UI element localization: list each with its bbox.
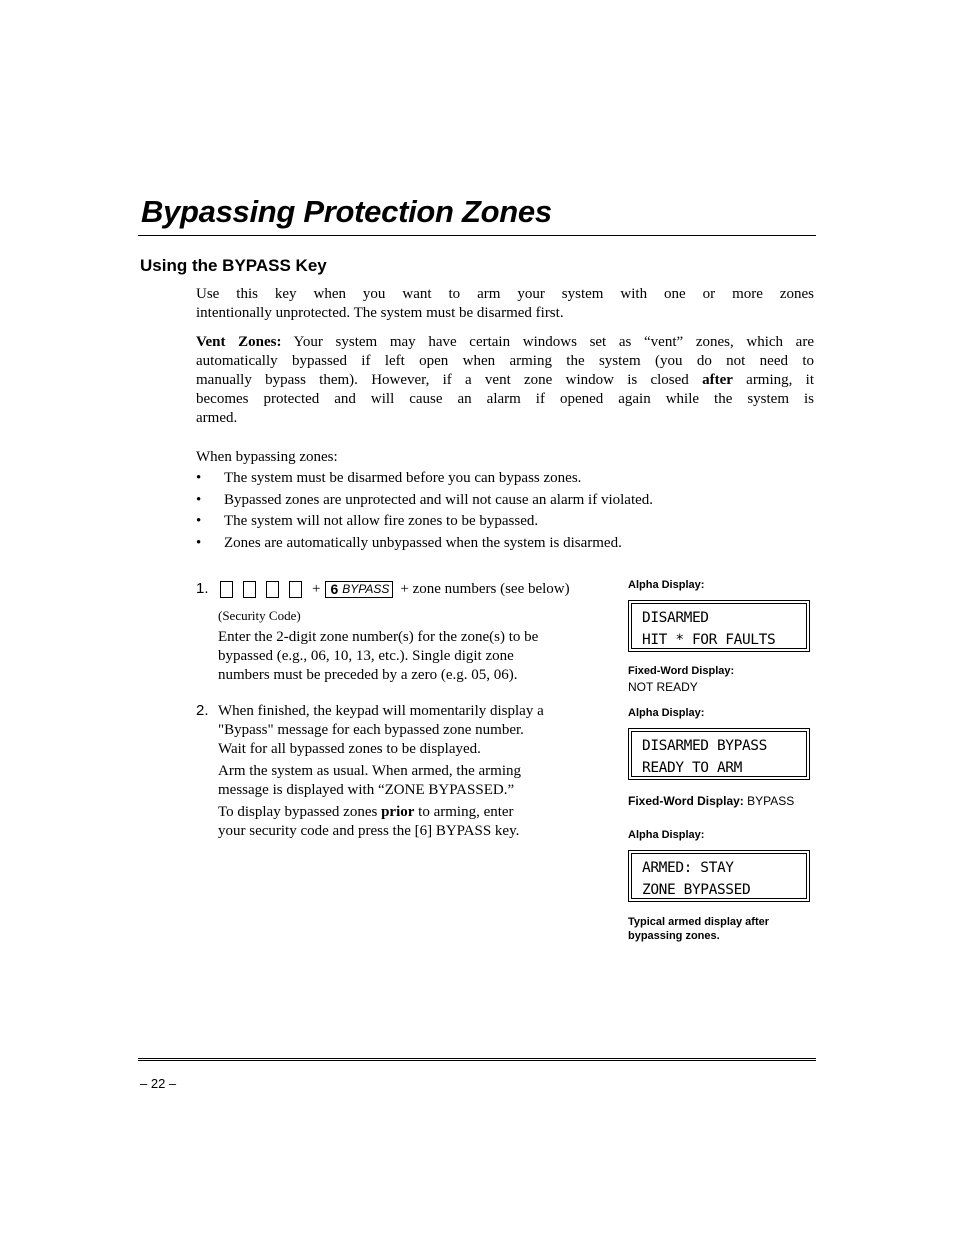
step-2-paragraph xyxy=(218,702,618,759)
page-title: Bypassing Protection Zones xyxy=(141,194,552,229)
instruction-line: When finished, the keypad will momentarily display a xyxy=(218,703,544,719)
step-2-paragraph xyxy=(218,762,618,800)
instruction-line: Wait for all bypassed zones to be displayed. xyxy=(218,741,481,757)
vent-line: Vent Zones: Your system may have certain windows set as “vent” zones, which are xyxy=(196,334,814,350)
bullet-icon: • xyxy=(196,513,202,529)
bypass-rules-list xyxy=(196,468,814,554)
bullet-icon: • xyxy=(196,534,202,551)
display-line-1: ARMED: STAY xyxy=(642,860,734,876)
instruction-line: Arm the system as usual. When armed, the arming xyxy=(218,763,521,779)
security-code-digit-box xyxy=(243,581,256,598)
security-code-digit-box xyxy=(220,581,233,598)
instruction-line: To display bypassed zones prior to arming, enter xyxy=(218,804,514,820)
footer-divider xyxy=(138,1058,816,1061)
list-item: • The system must be disarmed before you can bypass zones. xyxy=(196,468,814,490)
security-code-label: (Security Code) xyxy=(218,608,301,623)
step-1-number: 1. xyxy=(196,580,209,597)
alpha-display-label: Alpha Display: xyxy=(628,829,705,841)
bypass-key-icon xyxy=(325,581,393,598)
fixed-word-display-line xyxy=(628,794,794,808)
list-item: • Zones are automatically unbypassed when the system is disarmed. xyxy=(196,533,814,555)
instruction-line: Enter the 2-digit zone number(s) for the zone(s) to be xyxy=(218,629,539,645)
intro-line: intentionally unprotected. The system must be disarmed first. xyxy=(196,305,564,321)
display-caption: Typical armed display after bypassing zones. xyxy=(628,916,770,942)
vent-line: becomes protected and will cause an alarm if opened again while the system is xyxy=(196,391,814,407)
step-1-instructions xyxy=(218,628,613,685)
instruction-line: message is displayed with “ZONE BYPASSED.” xyxy=(218,782,515,798)
vent-line: manually bypass them). However, if a vent zone window is closed after arming, it xyxy=(196,372,814,388)
instruction-line: numbers must be preceded by a zero (e.g. 05, 06). xyxy=(218,667,518,683)
vent-line: armed. xyxy=(196,410,238,426)
plus-sign: + xyxy=(312,580,321,597)
display-line-2: HIT * FOR FAULTS xyxy=(642,632,776,648)
vent-line: automatically bypassed if left open when arming the system (you do not need to xyxy=(196,353,814,369)
security-code-digit-box xyxy=(266,581,279,598)
display-line-2: ZONE BYPASSED xyxy=(642,882,751,898)
bullet-icon: • xyxy=(196,470,202,486)
step-2-number: 2. xyxy=(196,702,209,719)
fixed-word-display-label: Fixed-Word Display: xyxy=(628,665,735,677)
step-2-instructions xyxy=(218,702,618,844)
fixed-word-display-label: Fixed-Word Display: xyxy=(628,794,744,808)
bypass-key-number: 6 xyxy=(330,581,339,597)
instruction-line: your security code and press the [6] BYPASS key. xyxy=(218,823,520,839)
alpha-display-label: Alpha Display: xyxy=(628,707,705,719)
intro-paragraph xyxy=(196,285,814,323)
vent-zones-paragraph xyxy=(196,333,814,428)
intro-line: Use this key when you want to arm your system with one or more zones xyxy=(196,286,814,302)
fixed-word-display-value: BYPASS xyxy=(743,794,795,808)
bypass-key-label: BYPASS xyxy=(342,582,390,596)
alpha-display-disarmed-bypass xyxy=(628,728,810,780)
alpha-display-disarmed xyxy=(628,600,810,652)
alpha-display-label: Alpha Display: xyxy=(628,579,705,591)
key-sequence xyxy=(220,580,570,598)
zone-numbers-text: + zone numbers (see below) xyxy=(400,580,570,597)
display-line-1: DISARMED xyxy=(642,610,709,626)
instruction-line: "Bypass" message for each bypassed zone number. xyxy=(218,722,524,738)
title-divider xyxy=(138,235,816,236)
bullet-icon: • xyxy=(196,491,202,508)
security-code-digit-box xyxy=(289,581,302,598)
page-number: – 22 – xyxy=(140,1076,177,1091)
step-2-paragraph xyxy=(218,803,618,841)
emphasis-prior: prior xyxy=(381,804,415,820)
display-line-1: DISARMED BYPASS xyxy=(642,738,767,754)
fixed-word-display-value: NOT READY xyxy=(628,680,698,694)
vent-zones-label: Vent Zones: xyxy=(196,334,282,350)
instruction-line: bypassed (e.g., 06, 10, 13, etc.). Single digit zone xyxy=(218,648,514,664)
display-line-2: READY TO ARM xyxy=(642,760,742,776)
alpha-display-armed-stay xyxy=(628,850,810,902)
list-item: • The system will not allow fire zones to be bypassed. xyxy=(196,511,814,533)
section-heading: Using the BYPASS Key xyxy=(140,256,327,275)
list-item: • Bypassed zones are unprotected and will not cause an alarm if violated. xyxy=(196,490,814,512)
emphasis-after: after xyxy=(702,372,733,388)
when-bypassing-label: When bypassing zones: xyxy=(196,449,338,465)
